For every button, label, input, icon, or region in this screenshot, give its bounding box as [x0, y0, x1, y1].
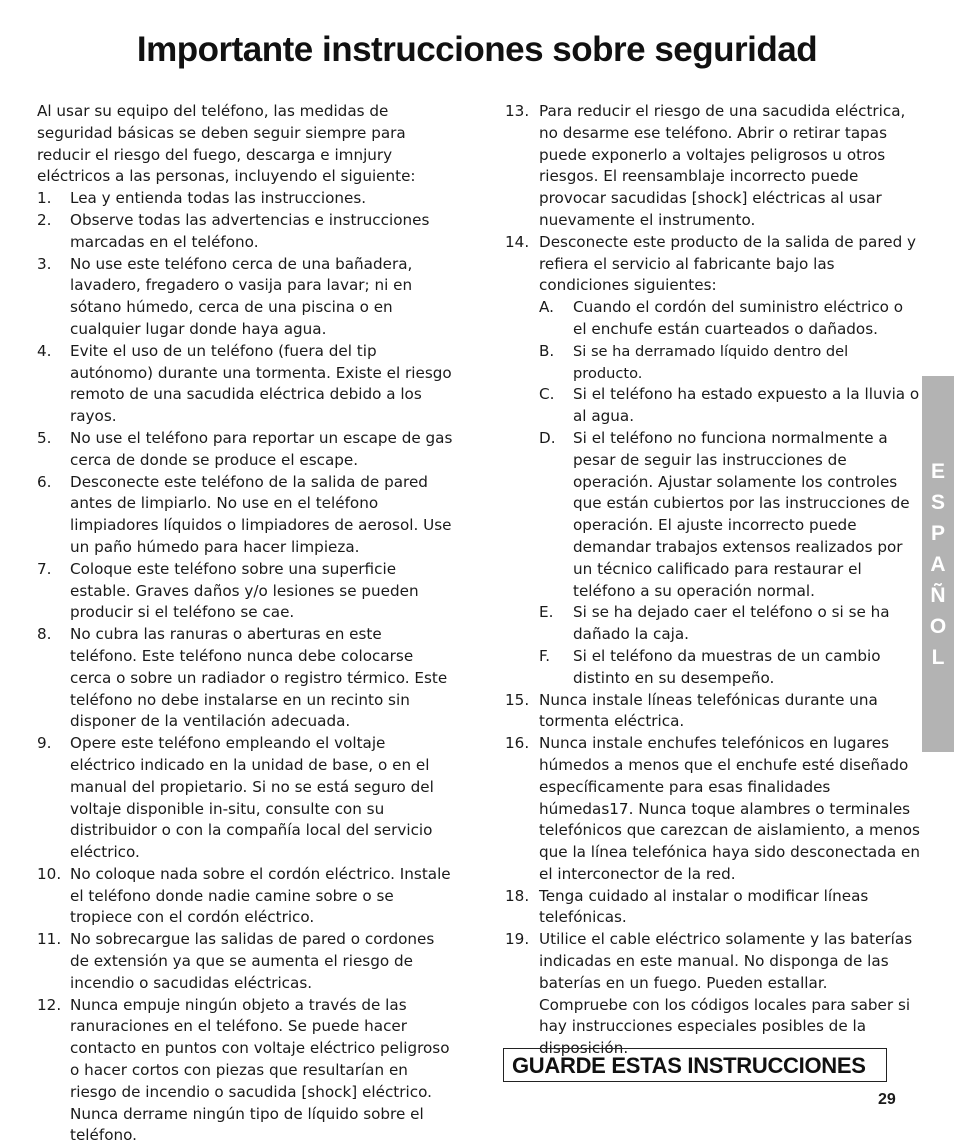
left-column	[37, 101, 453, 1147]
item-number: 5.	[37, 428, 52, 447]
sub-item-letter: B.	[539, 341, 555, 360]
sub-item-letter: E.	[539, 603, 554, 622]
sub-item	[539, 602, 920, 646]
list-item	[37, 254, 453, 341]
item-number: 6.	[37, 472, 52, 491]
side-tab-letter: Ñ	[930, 583, 946, 607]
item-number: 13.	[505, 102, 530, 120]
item-number: 18.	[505, 886, 530, 905]
list-item	[37, 733, 453, 864]
item-text: Nunca instale enchufes telefónicos en lugares húmedos a menos que el enchufe esté diseñado específicamente para esas finalidades húmedas17. Nunca toque alambres o terminales telefónicos que carezcan de aislamiento, a menos que la línea telefónica haya sido desconectada en el interconector de la red.	[539, 734, 920, 883]
list-item	[37, 624, 453, 733]
side-tab-letter: A	[930, 552, 946, 576]
item-number: 9.	[37, 734, 52, 753]
item-number: 16.	[505, 734, 530, 753]
item-text: Para reducir el riesgo de una sacudida eléctrica, no desarme ese teléfono. Abrir o retirar tapas puede exponerlo a voltajes peligrosos u otros riesgos. El reensamblaje incorrecto puede provocar sacudidas [shock] eléctricas al usar nuevamente el instrumento.	[539, 102, 906, 229]
item-number: 1.	[37, 189, 52, 208]
item-text: No sobrecargue las salidas de pared o cordones de extensión ya que se aumenta el riesgo de incendio o sacudidas eléctricas.	[70, 930, 435, 992]
list-item	[37, 929, 453, 994]
side-tab-letter: L	[931, 645, 945, 669]
side-tab-letter: S	[930, 490, 945, 514]
sub-item-letter: F.	[539, 646, 551, 665]
save-instructions-box: GUARDE ESTAS INSTRUCCIONES	[503, 1048, 887, 1082]
sub-item-text: Si el teléfono ha estado expuesto a la lluvia o al agua.	[573, 385, 920, 426]
side-tab-letters	[930, 456, 946, 673]
list-item	[505, 929, 920, 1060]
list-item	[37, 559, 453, 624]
list-item	[505, 733, 920, 886]
item-text: Nunca instale líneas telefónicas durante una tormenta eléctrica.	[539, 690, 878, 731]
sub-item-letter: D.	[539, 428, 556, 447]
list-item	[37, 341, 453, 428]
intro-paragraph: Al usar su equipo del teléfono, las medidas de seguridad básicas se deben seguir siempre para reducir el riesgo del fuego, descarga e imnjury eléctricos a las personas, incluyendo el siguiente:	[37, 102, 416, 186]
list-item	[505, 101, 920, 232]
list-item	[37, 995, 453, 1147]
item-text: Opere este teléfono empleando el voltaje eléctrico indicado en la unidad de base, o en el manual del propietario. Si no se está seguro del voltaje disponible in-situ, consulte con su distribuidor o con la compañía local del servicio eléctrico.	[70, 734, 434, 862]
sub-item-text: Cuando el cordón del suministro eléctrico o el enchufe están cuarteados o dañados.	[573, 298, 904, 338]
item-number: 8.	[37, 625, 52, 644]
sub-item-text: Si el teléfono da muestras de un cambio distinto en su desempeño.	[573, 646, 881, 687]
list-item	[505, 232, 920, 690]
sub-item-letter: C.	[539, 385, 555, 404]
sub-item	[539, 384, 920, 428]
sub-item	[539, 341, 920, 385]
item-text: No coloque nada sobre el cordón eléctrico. Instale el teléfono donde nadie camine sobre o se tropiece con el cordón eléctrico.	[70, 864, 451, 927]
side-tab-letter: O	[929, 614, 947, 638]
sub-item	[539, 428, 920, 602]
list-item	[37, 188, 453, 210]
list-item	[37, 864, 453, 929]
sub-item-text: Si se ha derramado líquido dentro del producto.	[573, 342, 849, 382]
item-text: Nunca empuje ningún objeto a través de las ranuraciones en el teléfono. Se puede hacer contacto en puntos con voltaje eléctrico peligroso o hacer cortos con piezas que resultarían en riesgo de incendio o sacudida [shock] eléctrico. Nunca derrame ningún tipo de líquido sobre el teléfono.	[70, 995, 450, 1145]
item-text: Tenga cuidado al instalar o modificar líneas telefónicas.	[539, 886, 869, 927]
sub-item	[539, 646, 920, 690]
side-tab-letter: P	[930, 521, 945, 545]
list-item	[37, 472, 453, 559]
sub-item-letter: A.	[539, 298, 554, 317]
right-column	[505, 101, 920, 1060]
page-title: Importante instrucciones sobre seguridad	[136, 30, 818, 69]
item-number: 14.	[505, 232, 530, 251]
item-text: Observe todas las advertencias e instrucciones marcadas en el teléfono.	[70, 210, 430, 251]
item-number: 2.	[37, 210, 52, 229]
language-side-tab	[922, 376, 954, 752]
item-text: Desconecte este producto de la salida de pared y refiera el servicio al fabricante bajo las condiciones siguientes:	[539, 232, 917, 295]
item-text: Evite el uso de un teléfono (fuera del tip autónomo) durante una tormenta. Existe el riesgo remoto de una sacudida eléctrica debido a los rayos.	[70, 341, 452, 426]
item-number: 7.	[37, 559, 52, 578]
item-text: Lea y entienda todas las instrucciones.	[70, 189, 367, 208]
item-text: No cubra las ranuras o aberturas en este teléfono. Este teléfono nunca debe colocarse cerca o sobre un radiador o registro térmico. Este teléfono no debe instalarse en un recinto sin disponer de la ventilación adecuada.	[70, 625, 448, 731]
sub-item	[539, 297, 920, 341]
list-item	[37, 210, 453, 254]
item-text: Utilice el cable eléctrico solamente y las baterías indicadas en este manual. No disponga de las baterías en un fuego. Pueden estallar. Compruebe con los códigos locales para saber si hay instrucciones especiales posibles de la disposición.	[539, 930, 913, 1058]
item-number: 19.	[505, 930, 530, 949]
item-number: 10.	[37, 864, 62, 883]
item-text: Coloque este teléfono sobre una superficie estable. Graves daños y/o lesiones se pueden producir si el teléfono se cae.	[70, 559, 419, 622]
item-number: 15.	[505, 690, 530, 709]
sub-item-text: Si el teléfono no funciona normalmente a pesar de seguir las instrucciones de operación. Ajustar solamente los controles que están cubiertos por las instrucciones de operación. El ajuste incorrecto puede demandar trabajos extensos realizados por un técnico calificado para restaurar el teléfono a su operación normal.	[573, 428, 910, 600]
side-tab-letter: E	[930, 459, 945, 483]
item-text: Desconecte este teléfono de la salida de pared antes de limpiarlo. No use en el teléfono limpiadores líquidos o limpiadores de aerosol. Use un paño húmedo para hacer limpieza.	[70, 472, 452, 556]
item-text: No use este teléfono cerca de una bañadera, lavadero, fregadero o vasija para lavar; ni en sótano húmedo, cerca de una piscina o en cualquier lugar donde haya agua.	[70, 254, 413, 338]
list-item	[505, 690, 920, 734]
item-number: 3.	[37, 254, 52, 273]
item-body	[539, 232, 920, 690]
item-number: 4.	[37, 341, 52, 360]
item-number: 12.	[37, 995, 62, 1014]
list-item	[37, 428, 453, 472]
list-item	[505, 886, 920, 930]
sub-item-text: Si se ha dejado caer el teléfono o si se ha dañado la caja.	[573, 603, 890, 644]
page-number: 29	[878, 1091, 896, 1108]
item-text: No use el teléfono para reportar un escape de gas cerca de donde se produce el escape.	[70, 428, 453, 469]
item-number: 11.	[37, 930, 62, 949]
